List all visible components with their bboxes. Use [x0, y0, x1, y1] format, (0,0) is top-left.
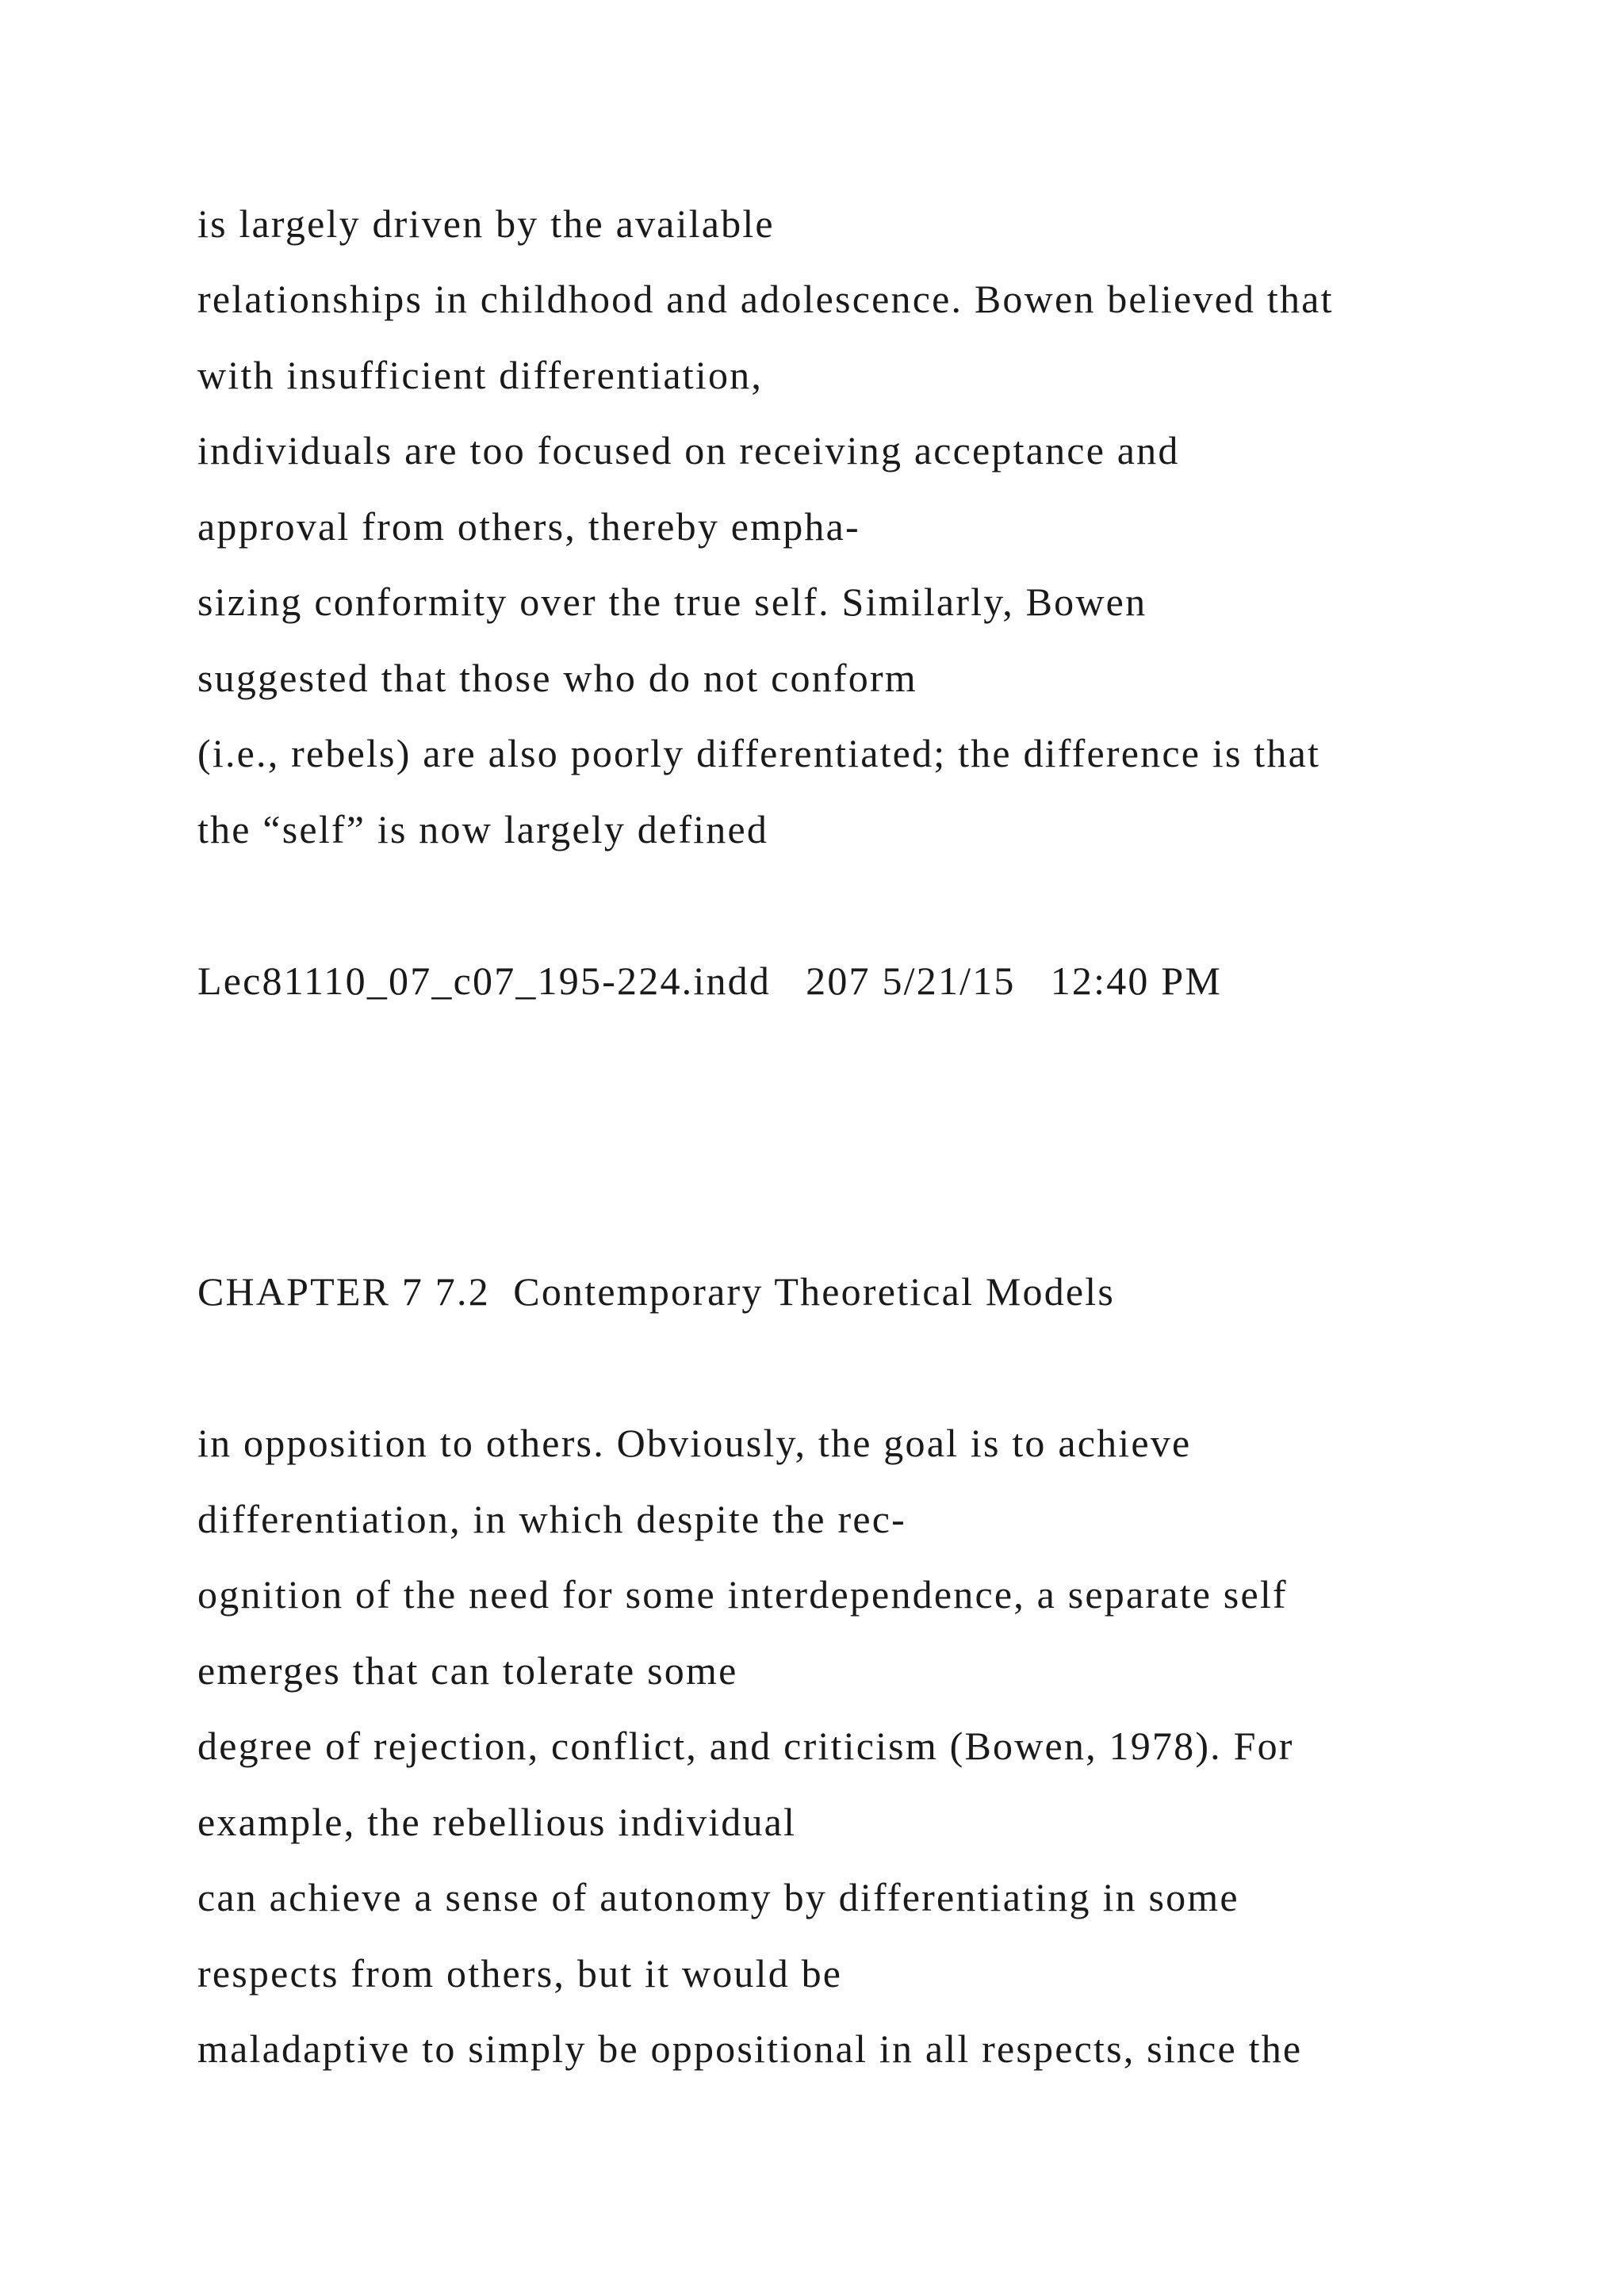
body-text-line: (i.e., rebels) are also poorly differentiated; the difference is that [197, 731, 1321, 775]
body-text-line: individuals are too focused on receiving acceptance and [197, 428, 1180, 473]
body-text-line: with insufficient differentiation, [197, 353, 764, 397]
body-text-line: relationships in childhood and adolescence. Bowen believed that [197, 277, 1334, 321]
running-head: CHAPTER 7 7.2 Contemporary Theoretical Models [197, 1269, 1116, 1314]
body-text-line: is largely driven by the available [197, 201, 775, 246]
body-text-line: the “self” is now largely defined [197, 807, 769, 851]
body-text-line: can achieve a sense of autonomy by differentiating in some [197, 1875, 1239, 1919]
body-text-line: respects from others, but it would be [197, 1951, 843, 1996]
body-text-line: maladaptive to simply be oppositional in all respects, since the [197, 2026, 1303, 2071]
body-text-line: suggested that those who do not conform [197, 656, 917, 700]
body-text-line: degree of rejection, conflict, and criticism (Bowen, 1978). For [197, 1724, 1294, 1768]
body-text-line: sizing conformity over the true self. Similarly, Bowen [197, 580, 1147, 624]
body-text-line: ognition of the need for some interdependence, a separate self [197, 1572, 1288, 1617]
body-text-line: emerges that can tolerate some [197, 1648, 738, 1693]
body-text-line: example, the rebellious individual [197, 1800, 797, 1844]
body-text-line: in opposition to others. Obviously, the goal is to achieve [197, 1421, 1192, 1465]
indd-slug-footer: Lec81110_07_c07_195-224.indd 207 5/21/15 12:40 PM [197, 959, 1222, 1003]
body-text-line: approval from others, thereby empha- [197, 504, 860, 549]
body-text-line: differentiation, in which despite the rec- [197, 1497, 906, 1541]
